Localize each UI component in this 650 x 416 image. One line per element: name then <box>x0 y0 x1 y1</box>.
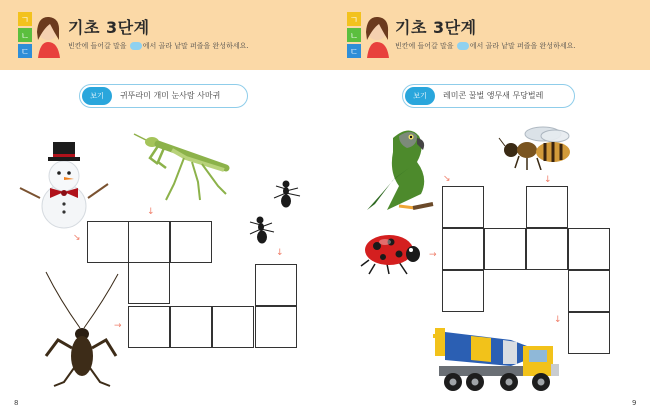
puzzle-cell[interactable] <box>442 270 484 312</box>
bee-picture <box>497 124 579 170</box>
puzzle-cell[interactable] <box>170 221 212 263</box>
puzzle-cell[interactable] <box>526 186 568 228</box>
puzzle-cell[interactable] <box>568 312 610 354</box>
page-title: 기초 3단계 <box>395 18 477 37</box>
puzzle-cell[interactable] <box>170 306 212 348</box>
page-number: 9 <box>632 399 637 407</box>
svg-text:ㄷ: ㄷ <box>20 48 30 58</box>
word-bank <box>402 84 575 108</box>
svg-text:ㄷ: ㄷ <box>349 48 359 58</box>
puzzle-cell[interactable] <box>128 221 170 263</box>
example-tag-icon <box>457 42 469 50</box>
puzzle-cell[interactable] <box>484 228 526 270</box>
alphabet-blocks-girl-icon <box>16 10 64 60</box>
example-tag: 보기 <box>82 87 112 105</box>
right-page <box>325 0 650 416</box>
puzzle-cell[interactable] <box>87 221 129 263</box>
arrow-right-icon: ↘ <box>73 233 81 243</box>
arrow-right-icon: ↘ <box>443 174 451 184</box>
snowman-picture <box>16 140 112 232</box>
instruction-text: 빈칸에 들어갈 말을 에서 골라 낱말 퍼즐을 완성하세요. <box>395 42 576 50</box>
mantis-picture <box>128 124 232 202</box>
right-page-header <box>325 0 650 70</box>
instruction-text: 빈칸에 들어갈 말을 에서 골라 낱말 퍼즐을 완성하세요. <box>68 42 249 50</box>
example-tag: 보기 <box>405 87 435 105</box>
word-bank-words: 레미콘 꿀벌 앵무새 무당벌레 <box>443 91 544 100</box>
cricket-picture <box>40 270 122 388</box>
arrow-down-icon: ↓ <box>544 175 552 185</box>
arrow-down-icon: ↓ <box>276 248 284 258</box>
page-number: 8 <box>14 399 19 407</box>
left-page-header <box>0 0 325 70</box>
puzzle-cell[interactable] <box>568 228 610 270</box>
puzzle-cell[interactable] <box>212 306 254 348</box>
svg-text:ㄴ: ㄴ <box>349 32 359 42</box>
cement-mixer-truck-picture <box>431 324 563 396</box>
puzzle-cell[interactable] <box>255 306 297 348</box>
svg-text:ㄴ: ㄴ <box>20 32 30 42</box>
arrow-down-icon: ↓ <box>554 315 562 325</box>
svg-text:ㄱ: ㄱ <box>349 16 359 26</box>
puzzle-cell[interactable] <box>255 264 297 306</box>
parrot-picture <box>359 122 443 214</box>
alphabet-blocks-girl-icon <box>345 10 393 60</box>
arrow-right-icon: → <box>429 250 437 260</box>
arrow-right-icon: → <box>114 321 122 331</box>
ant-picture <box>244 176 306 246</box>
puzzle-cell[interactable] <box>128 262 170 304</box>
arrow-down-icon: ↓ <box>147 207 155 217</box>
svg-text:ㄱ: ㄱ <box>20 16 30 26</box>
puzzle-cell[interactable] <box>568 270 610 312</box>
puzzle-cell[interactable] <box>128 306 170 348</box>
puzzle-cell[interactable] <box>442 228 484 270</box>
word-bank <box>79 84 248 108</box>
ladybug-picture <box>359 230 421 276</box>
puzzle-cell[interactable] <box>442 186 484 228</box>
example-tag-icon <box>130 42 142 50</box>
puzzle-cell[interactable] <box>526 228 568 270</box>
word-bank-words: 귀뚜라미 개미 눈사람 사마귀 <box>120 91 221 100</box>
page-title: 기초 3단계 <box>68 18 150 37</box>
